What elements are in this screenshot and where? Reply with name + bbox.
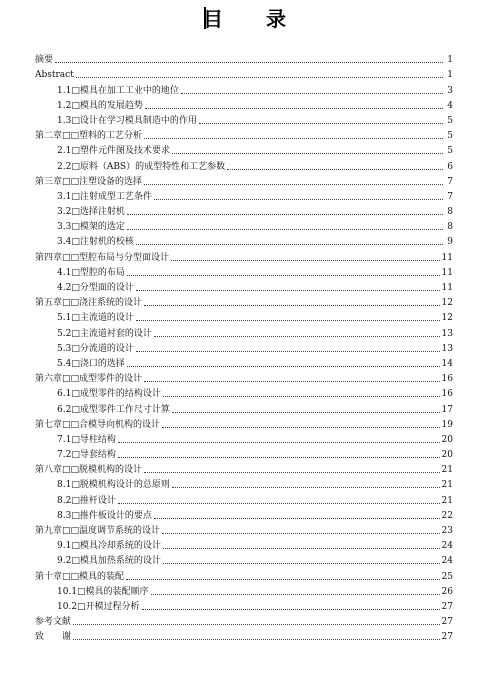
toc-section-entry[interactable] xyxy=(35,308,453,323)
toc-page-number: 8 xyxy=(447,207,453,218)
toc-page-number: 13 xyxy=(441,343,453,354)
toc-chapter-entry[interactable] xyxy=(35,566,453,581)
toc-page-number: 27 xyxy=(441,617,453,628)
toc-page-number: 7 xyxy=(447,176,453,187)
toc-page-number: 24 xyxy=(441,541,453,552)
toc-entry-title: 5.3□分流道的设计 xyxy=(57,343,134,354)
toc-leader-dots xyxy=(136,244,443,245)
toc-page-number: 7 xyxy=(447,191,453,202)
toc-leader-dots xyxy=(144,138,443,139)
toc-page-number: 17 xyxy=(441,404,453,415)
toc-page-number: 21 xyxy=(441,480,453,491)
toc-leader-dots xyxy=(118,442,440,443)
toc-entry-title: 2.2□原料（ABS）的成型特性和工艺参数 xyxy=(57,161,226,172)
toc-entry-title: 8.1□脱模机构设计的总原则 xyxy=(57,480,170,491)
toc-page-number: 12 xyxy=(441,298,453,309)
toc-chapter-entry[interactable] xyxy=(35,126,453,141)
toc-section-entry[interactable] xyxy=(35,323,453,338)
toc-leader-dots xyxy=(127,229,443,230)
toc-page-number: 16 xyxy=(441,374,453,385)
toc-leader-dots xyxy=(127,366,440,367)
toc-page-number: 21 xyxy=(441,495,453,506)
toc-chapter-entry[interactable] xyxy=(35,369,453,384)
toc-entry-title: 第二章□□塑料的工艺分析 xyxy=(35,131,143,142)
toc-entry-title: 第八章□□脱模机构的设计 xyxy=(35,465,143,476)
toc-entry-title: 第九章□□温度调节系统的设计 xyxy=(35,526,161,536)
toc-page-number: 26 xyxy=(441,586,453,597)
toc-entry-title: 3.1□注射成型工艺条件 xyxy=(57,191,152,202)
toc-entry-title: 5.2□主流道衬套的设计 xyxy=(57,328,152,339)
toc-leader-dots xyxy=(127,214,443,215)
toc-page-number: 5 xyxy=(447,131,453,142)
toc-section-entry[interactable] xyxy=(35,582,453,597)
toc-leader-dots xyxy=(118,457,440,458)
toc-entry-title: 致 谢 xyxy=(35,632,72,643)
toc-page-number: 3 xyxy=(447,85,453,96)
toc-entry-title: 9.2□模具加热系统的设计 xyxy=(57,556,161,567)
toc-section-entry[interactable] xyxy=(35,202,453,217)
toc-section-entry[interactable] xyxy=(35,354,453,369)
toc-leader-dots xyxy=(199,123,443,124)
toc-entry-title: 3.2□选择注射机 xyxy=(57,207,125,218)
toc-leader-dots xyxy=(118,503,440,504)
toc-leader-dots xyxy=(136,320,440,321)
toc-page-number: 16 xyxy=(441,389,453,400)
toc-leader-dots xyxy=(127,275,440,276)
toc-section-entry[interactable] xyxy=(35,111,453,126)
toc-page-number: 14 xyxy=(441,358,453,369)
toc-section-entry[interactable] xyxy=(35,263,453,278)
toc-page-number: 9 xyxy=(447,237,453,248)
toc-page-number: 27 xyxy=(441,601,453,612)
toc-leader-dots xyxy=(163,563,440,564)
toc-chapter-entry[interactable] xyxy=(35,612,453,627)
toc-entry-title: 10.2□开模过程分析 xyxy=(57,601,140,612)
toc-leader-dots xyxy=(172,487,440,488)
toc-page-number: 27 xyxy=(441,632,453,643)
toc-section-entry[interactable] xyxy=(35,490,453,505)
toc-entry-title: Abstract xyxy=(35,70,74,81)
toc-leader-dots xyxy=(181,93,443,94)
toc-entry-title: 第六章□□成型零件的设计 xyxy=(35,374,143,385)
toc-entry-title: 5.4□浇口的选择 xyxy=(57,358,125,369)
toc-page-number: 6 xyxy=(447,161,453,172)
toc-leader-dots xyxy=(73,639,440,640)
toc-chapter-entry[interactable] xyxy=(35,65,453,80)
toc-leader-dots xyxy=(73,624,440,625)
toc-page-number: 19 xyxy=(441,419,453,430)
toc-leader-dots xyxy=(172,412,440,413)
toc-leader-dots xyxy=(142,609,440,610)
toc-leader-dots xyxy=(172,153,443,154)
toc-entry-title: 10.1□模具的装配顺序 xyxy=(57,586,149,597)
toc-section-entry[interactable] xyxy=(35,156,453,171)
toc-section-entry[interactable] xyxy=(35,232,453,247)
toc-entry-title: 1.2□模具的发展趋势 xyxy=(57,100,143,111)
toc-leader-dots xyxy=(136,351,440,352)
toc-leader-dots xyxy=(144,472,440,473)
toc-entry-title: 3.4□注射机的校核 xyxy=(57,237,134,248)
toc-page-number: 11 xyxy=(441,283,453,293)
toc-section-entry[interactable] xyxy=(35,141,453,156)
toc-chapter-entry[interactable] xyxy=(35,172,453,187)
toc-page-number: 11 xyxy=(441,252,453,263)
toc-leader-dots xyxy=(126,579,440,580)
toc-entry-title: 7.1□导柱结构 xyxy=(57,434,116,445)
toc-section-entry[interactable] xyxy=(35,217,453,232)
toc-chapter-entry[interactable] xyxy=(35,247,453,262)
toc-chapter-entry[interactable] xyxy=(35,50,453,65)
toc-leader-dots xyxy=(144,305,440,306)
toc-leader-dots xyxy=(151,594,440,595)
toc-leader-dots xyxy=(144,381,440,382)
toc-leader-dots xyxy=(163,396,440,397)
toc-leader-dots xyxy=(136,290,440,291)
toc-leader-dots xyxy=(227,169,443,170)
toc-entry-title: 6.2□成型零件工作尺寸计算 xyxy=(57,404,170,415)
toc-leader-dots xyxy=(145,108,443,109)
toc-leader-dots xyxy=(171,260,440,261)
toc-entry-title: 2.1□塑件元件图及技术要求 xyxy=(57,146,170,157)
toc-page-number: 8 xyxy=(447,222,453,233)
toc-section-entry[interactable] xyxy=(35,430,453,445)
page-title: 目 录 xyxy=(203,7,304,31)
toc-leader-dots xyxy=(162,427,440,428)
toc-section-entry[interactable] xyxy=(35,96,453,111)
toc-entry-title: 6.1□成型零件的结构设计 xyxy=(57,389,161,400)
toc-entry-title: 7.2□导套结构 xyxy=(57,450,116,461)
toc-entry-title: 1.1□模具在加工工业中的地位 xyxy=(57,85,179,96)
toc-page-number: 1 xyxy=(447,70,453,81)
toc-entry-title: 摘要 xyxy=(35,55,54,66)
toc-page-number: 25 xyxy=(441,571,453,582)
toc-entry-title: 9.1□模具冷却系统的设计 xyxy=(57,541,161,552)
toc-chapter-entry[interactable] xyxy=(35,521,453,536)
toc-entry-title: 1.3□设计在学习模具制造中的作用 xyxy=(57,115,197,126)
toc-entry-title: 8.2□推杆设计 xyxy=(57,495,116,506)
toc-leader-dots xyxy=(144,184,443,185)
toc-leader-dots xyxy=(154,336,440,337)
toc-section-entry[interactable] xyxy=(35,399,453,414)
toc-section-entry[interactable] xyxy=(35,506,453,521)
toc-page-number: 23 xyxy=(441,526,453,536)
toc-page-number: 4 xyxy=(447,100,453,111)
toc-page-number: 24 xyxy=(441,556,453,567)
toc-section-entry[interactable] xyxy=(35,536,453,551)
toc-section-entry[interactable] xyxy=(35,597,453,612)
toc-entry-title: 8.3□推件板设计的要点 xyxy=(57,510,152,521)
toc-page-number: 20 xyxy=(441,450,453,461)
toc-page-number: 5 xyxy=(447,115,453,126)
toc-entry-title: 第四章□□型腔布局与分型面设计 xyxy=(35,252,170,263)
toc-chapter-entry[interactable] xyxy=(35,460,453,475)
toc-leader-dots xyxy=(76,77,443,78)
table-of-contents xyxy=(35,50,453,642)
toc-entry-title: 5.1□主流道的设计 xyxy=(57,313,134,324)
toc-page-number: 11 xyxy=(441,267,453,278)
toc-chapter-entry[interactable] xyxy=(35,415,453,430)
toc-section-entry[interactable] xyxy=(35,551,453,566)
toc-section-entry[interactable] xyxy=(35,278,453,293)
toc-leader-dots xyxy=(162,533,440,534)
toc-section-entry[interactable] xyxy=(35,384,453,399)
toc-leader-dots xyxy=(154,199,443,200)
toc-page-number: 22 xyxy=(441,510,453,521)
toc-page-number: 13 xyxy=(441,328,453,339)
toc-entry-title: 4.2□分型面的设计 xyxy=(57,283,134,293)
toc-leader-dots xyxy=(163,548,440,549)
toc-entry-title: 第三章□□注塑设备的选择 xyxy=(35,176,143,187)
toc-chapter-entry[interactable] xyxy=(35,627,453,642)
toc-section-entry[interactable] xyxy=(35,339,453,354)
toc-section-entry[interactable] xyxy=(35,445,453,460)
toc-chapter-entry[interactable] xyxy=(35,293,453,308)
toc-entry-title: 参考文献 xyxy=(35,617,72,628)
toc-entry-title: 第五章□□浇注系统的设计 xyxy=(35,298,143,309)
toc-section-entry[interactable] xyxy=(35,475,453,490)
toc-page-number: 1 xyxy=(447,55,453,66)
toc-page-number: 12 xyxy=(441,313,453,324)
toc-leader-dots xyxy=(154,518,440,519)
toc-leader-dots xyxy=(55,62,443,63)
toc-entry-title: 第十章□□模具的装配 xyxy=(35,571,125,582)
toc-page-number: 21 xyxy=(441,465,453,476)
toc-entry-title: 4.1□型腔的布局 xyxy=(57,267,125,278)
toc-section-entry[interactable] xyxy=(35,187,453,202)
toc-page-number: 5 xyxy=(447,146,453,157)
toc-entry-title: 第七章□□合模导向机构的设计 xyxy=(35,419,161,430)
toc-entry-title: 3.3□模架的选定 xyxy=(57,222,125,233)
toc-page-number: 20 xyxy=(441,434,453,445)
toc-section-entry[interactable] xyxy=(35,80,453,95)
